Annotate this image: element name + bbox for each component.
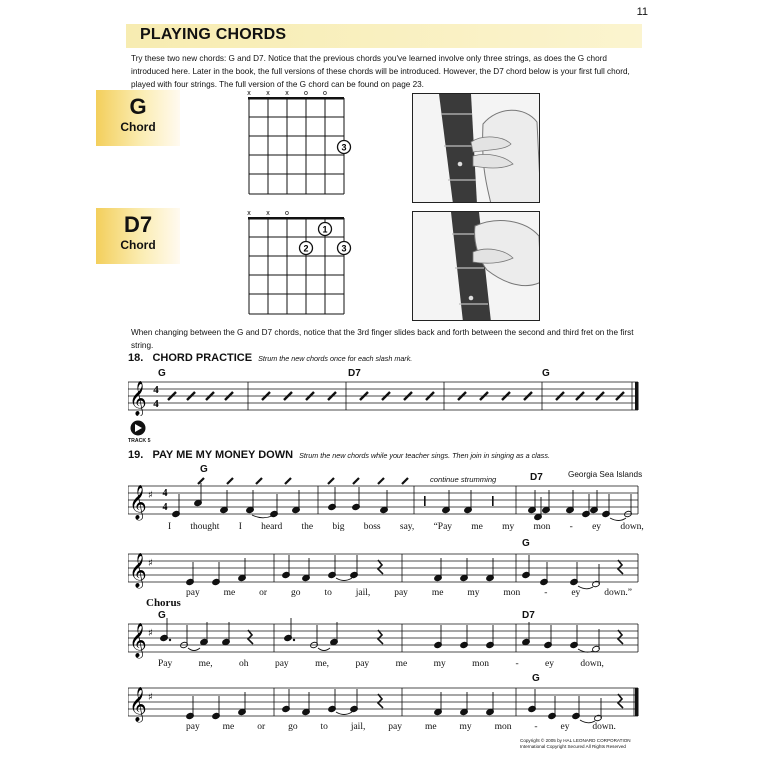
finger-number: 2 (303, 243, 309, 254)
lyric: me (222, 722, 235, 732)
chord-symbol: G (532, 673, 540, 684)
lyric: “Pay (433, 522, 453, 532)
lyric: my (433, 659, 446, 669)
exercise-name: PAY ME MY MONEY DOWN (152, 449, 294, 461)
string-mark: o (323, 90, 327, 97)
lyric: my (459, 722, 472, 732)
lyric: to (324, 588, 332, 598)
lyric: or (257, 722, 266, 732)
chord-symbol: D7 (530, 472, 543, 483)
string-mark: x (247, 210, 251, 217)
staff-system-1 (128, 476, 644, 522)
copyright-line: International Copyright Secured All Rights Reserved (520, 744, 626, 749)
lyric: the (301, 522, 314, 532)
sharp-icon: ♯ (148, 692, 153, 703)
lyric: heard (261, 522, 283, 532)
lyric: ey (592, 522, 602, 532)
exercise-instruction: Strum the new chords once for each slash mark. (258, 354, 413, 363)
treble-clef-icon: 𝄞 (129, 623, 147, 658)
page-number: 11 (636, 6, 648, 18)
chorus-label: Chorus (146, 597, 181, 609)
lyric: boss (363, 522, 381, 532)
sharp-icon: ♯ (148, 628, 153, 639)
lyric: Pay (158, 659, 173, 669)
lyric: big (332, 522, 345, 532)
lyric: oh (239, 659, 249, 669)
chord-word: Chord (120, 238, 156, 252)
finger-number: 3 (341, 142, 347, 153)
quarter-rest-icon (378, 560, 383, 574)
lyric: - (569, 522, 573, 532)
lyric: pay (394, 588, 408, 598)
transition-paragraph: When changing between the G and D7 chords, notice that the 3rd finger slides back and forth between the second and third fret on the first string. (131, 328, 634, 350)
staff-system-2 (128, 546, 644, 592)
g-chord-tab (96, 90, 180, 146)
lyric: say, (399, 522, 415, 532)
treble-clef-icon: 𝄞 (129, 687, 147, 722)
lyrics-line-2 (186, 588, 632, 598)
treble-clef-icon: 𝄞 (129, 381, 147, 416)
exercise-number: 19. (128, 449, 144, 461)
lyric: my (502, 522, 515, 532)
audio-track-icon[interactable] (130, 420, 146, 436)
lyric: or (259, 588, 268, 598)
exercise-name: CHORD PRACTICE (152, 352, 253, 364)
lyric: mon (494, 722, 512, 732)
staff-system-4 (128, 682, 644, 726)
exercise-number: 18. (128, 352, 144, 364)
lyric: me (395, 659, 408, 669)
lyric: thought (190, 522, 220, 532)
lyric: pay (388, 722, 402, 732)
chord-symbol: D7 (348, 368, 361, 379)
copyright-line: Copyright © 2005 by HAL LEONARD CORPORATION (520, 738, 631, 743)
lyric: - (534, 722, 538, 732)
lyric: mon (472, 659, 490, 669)
lyric: ey (545, 659, 554, 669)
lyric: me (424, 722, 437, 732)
finger-number: 1 (322, 224, 328, 235)
chord-name: D7 (123, 212, 153, 237)
lyric: mon (533, 522, 551, 532)
treble-clef-icon: 𝄞 (129, 485, 147, 520)
continue-strumming-label: continue strumming (430, 475, 497, 484)
chord-symbol: G (542, 368, 550, 379)
string-mark: o (304, 90, 308, 97)
lyric: to (320, 722, 328, 732)
lyric: my (467, 588, 480, 598)
quarter-rest-icon (248, 630, 253, 644)
string-mark: x (266, 210, 270, 217)
string-mark: x (266, 90, 270, 97)
lyric: ey (571, 588, 581, 598)
lyric: pay (186, 722, 200, 732)
exercise-18-title (128, 352, 412, 364)
lyrics-line-4 (186, 722, 616, 732)
quarter-rest-icon (378, 630, 383, 644)
svg-text:4: 4 (153, 384, 159, 396)
exercise-19-title (128, 449, 550, 461)
g-chord-diagram (240, 86, 360, 196)
chord-word: Chord (120, 120, 156, 134)
intro-paragraph: Try these two new chords: G and D7. Notice that the previous chords you've learned involve only three strings, as does the G chord introduced here. Later in the book, the full versions of these chords will be introduced. However, the D7 chord below is your first full chord, played with four strings. The full version of the G chord can be found on page 23. (131, 54, 630, 89)
svg-text:4: 4 (162, 502, 168, 513)
svg-text:4: 4 (153, 398, 159, 410)
lyrics-line-3 (158, 659, 604, 669)
quarter-rest-icon (378, 694, 383, 708)
lyric: me (431, 588, 444, 598)
string-mark: x (247, 90, 251, 97)
exercise-instruction: Strum the new chords while your teacher sings. Then join in singing as a class. (299, 451, 550, 460)
svg-text:4: 4 (162, 488, 168, 499)
lyric: I (168, 522, 172, 532)
d7-chord-photo (412, 211, 540, 321)
song-attribution: Georgia Sea Islands (568, 470, 643, 479)
chord-symbol: G (522, 538, 530, 549)
chord-symbol: D7 (522, 610, 535, 621)
quarter-rest-icon (618, 694, 623, 708)
lyric: - (544, 588, 548, 598)
lyric: down, (580, 659, 604, 669)
string-mark: o (285, 210, 289, 217)
lyric: jail, (350, 722, 366, 732)
lyric: pay (355, 659, 370, 669)
lyric: I (238, 522, 242, 532)
lyric: down. (592, 722, 616, 732)
lyric: pay (274, 659, 289, 669)
exercise-18-staff (128, 376, 644, 416)
treble-clef-icon: 𝄞 (129, 553, 147, 588)
lyric: me (471, 522, 483, 532)
g-chord-photo (412, 93, 540, 203)
lyric: down, (620, 522, 644, 532)
quarter-rest-icon (618, 560, 623, 574)
lyrics-line-1 (168, 522, 644, 532)
lyric: me, (198, 659, 213, 669)
lyric: pay (186, 588, 200, 598)
lyric: mon (503, 588, 521, 598)
lyric: me, (315, 659, 330, 669)
lyric: down.” (604, 588, 632, 598)
chord-name: G (129, 94, 147, 119)
lyric: me (223, 588, 236, 598)
chord-symbol: G (158, 610, 166, 621)
d7-chord-diagram (240, 205, 360, 317)
chord-symbol: G (200, 464, 208, 475)
copyright-notice (520, 738, 650, 750)
lyric: ey (560, 722, 570, 732)
track-label: TRACK 5 (128, 438, 151, 444)
lyric: - (515, 659, 519, 669)
finger-number: 3 (341, 243, 347, 254)
lyric: jail, (355, 588, 371, 598)
sharp-icon: ♯ (148, 490, 153, 501)
string-mark: x (285, 90, 289, 97)
chord-symbol: G (158, 368, 166, 379)
lyric: go (288, 722, 298, 732)
d7-chord-tab (96, 208, 180, 264)
lyric: go (291, 588, 301, 598)
sharp-icon: ♯ (148, 558, 153, 569)
section-title: PLAYING CHORDS (140, 26, 287, 43)
quarter-rest-icon (618, 630, 623, 644)
staff-system-3 (128, 618, 644, 662)
